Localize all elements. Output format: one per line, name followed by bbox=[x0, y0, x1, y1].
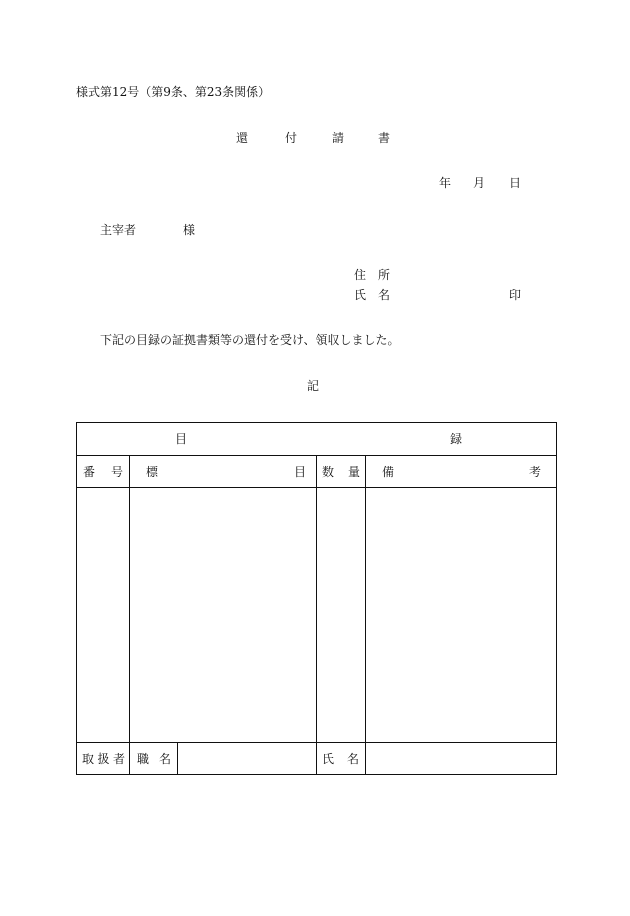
col-char: 考 bbox=[529, 464, 542, 479]
col-char: 番 bbox=[83, 464, 96, 479]
col-number-header bbox=[77, 456, 130, 488]
form-number: 様式第12号（第9条、第23条関係） bbox=[76, 85, 271, 99]
col-quantity-header bbox=[317, 456, 366, 488]
cell-title[interactable] bbox=[130, 488, 317, 743]
handler-char: 取 bbox=[82, 751, 95, 766]
name-value-cell[interactable] bbox=[366, 743, 557, 775]
seal-mark: 印 bbox=[509, 288, 522, 302]
col-remarks-header bbox=[366, 456, 557, 488]
address-label-char: 所 bbox=[378, 268, 391, 282]
handler-label-cell bbox=[77, 743, 130, 775]
address-label-char: 住 bbox=[354, 268, 367, 282]
position-value-cell[interactable] bbox=[178, 743, 317, 775]
position-char: 職 bbox=[137, 751, 150, 766]
inventory-table bbox=[76, 422, 557, 775]
ki-marker: 記 bbox=[307, 379, 320, 393]
cell-remarks[interactable] bbox=[366, 488, 557, 743]
cell-number[interactable] bbox=[77, 488, 130, 743]
title-char: 付 bbox=[285, 131, 298, 145]
statement: 下記の目録の証拠書類等の還付を受け、領収しました。 bbox=[100, 333, 400, 347]
name-label-char: 氏 bbox=[354, 288, 367, 302]
table-header-row bbox=[77, 423, 557, 456]
position-char: 名 bbox=[158, 751, 171, 766]
name-label-char: 名 bbox=[378, 288, 391, 302]
header-char: 録 bbox=[450, 432, 463, 446]
col-char: 数 bbox=[322, 464, 335, 479]
table-body-row bbox=[77, 488, 557, 743]
date-day: 日 bbox=[509, 176, 522, 190]
date-year: 年 bbox=[439, 176, 452, 190]
date-month: 月 bbox=[473, 176, 486, 190]
header-char: 目 bbox=[175, 432, 188, 446]
cell-quantity[interactable] bbox=[317, 488, 366, 743]
name-char: 氏 bbox=[322, 751, 335, 766]
position-label-cell bbox=[130, 743, 178, 775]
col-char: 備 bbox=[382, 464, 395, 479]
handler-char: 者 bbox=[112, 751, 125, 766]
title-char: 請 bbox=[332, 131, 345, 145]
addressee-name: 主宰者 bbox=[100, 223, 137, 237]
name-label-cell bbox=[317, 743, 366, 775]
table-header-cell bbox=[77, 423, 557, 456]
table-footer-row bbox=[77, 743, 557, 775]
col-char: 標 bbox=[146, 464, 159, 479]
col-title-header bbox=[130, 456, 317, 488]
addressee-honorific: 様 bbox=[183, 223, 196, 237]
title-char: 還 bbox=[236, 131, 249, 145]
col-char: 目 bbox=[293, 464, 306, 479]
title-char: 書 bbox=[378, 131, 391, 145]
handler-char: 扱 bbox=[97, 751, 110, 766]
col-char: 量 bbox=[347, 464, 360, 479]
name-char: 名 bbox=[346, 751, 359, 766]
column-header-row bbox=[77, 456, 557, 488]
col-char: 号 bbox=[110, 464, 123, 479]
